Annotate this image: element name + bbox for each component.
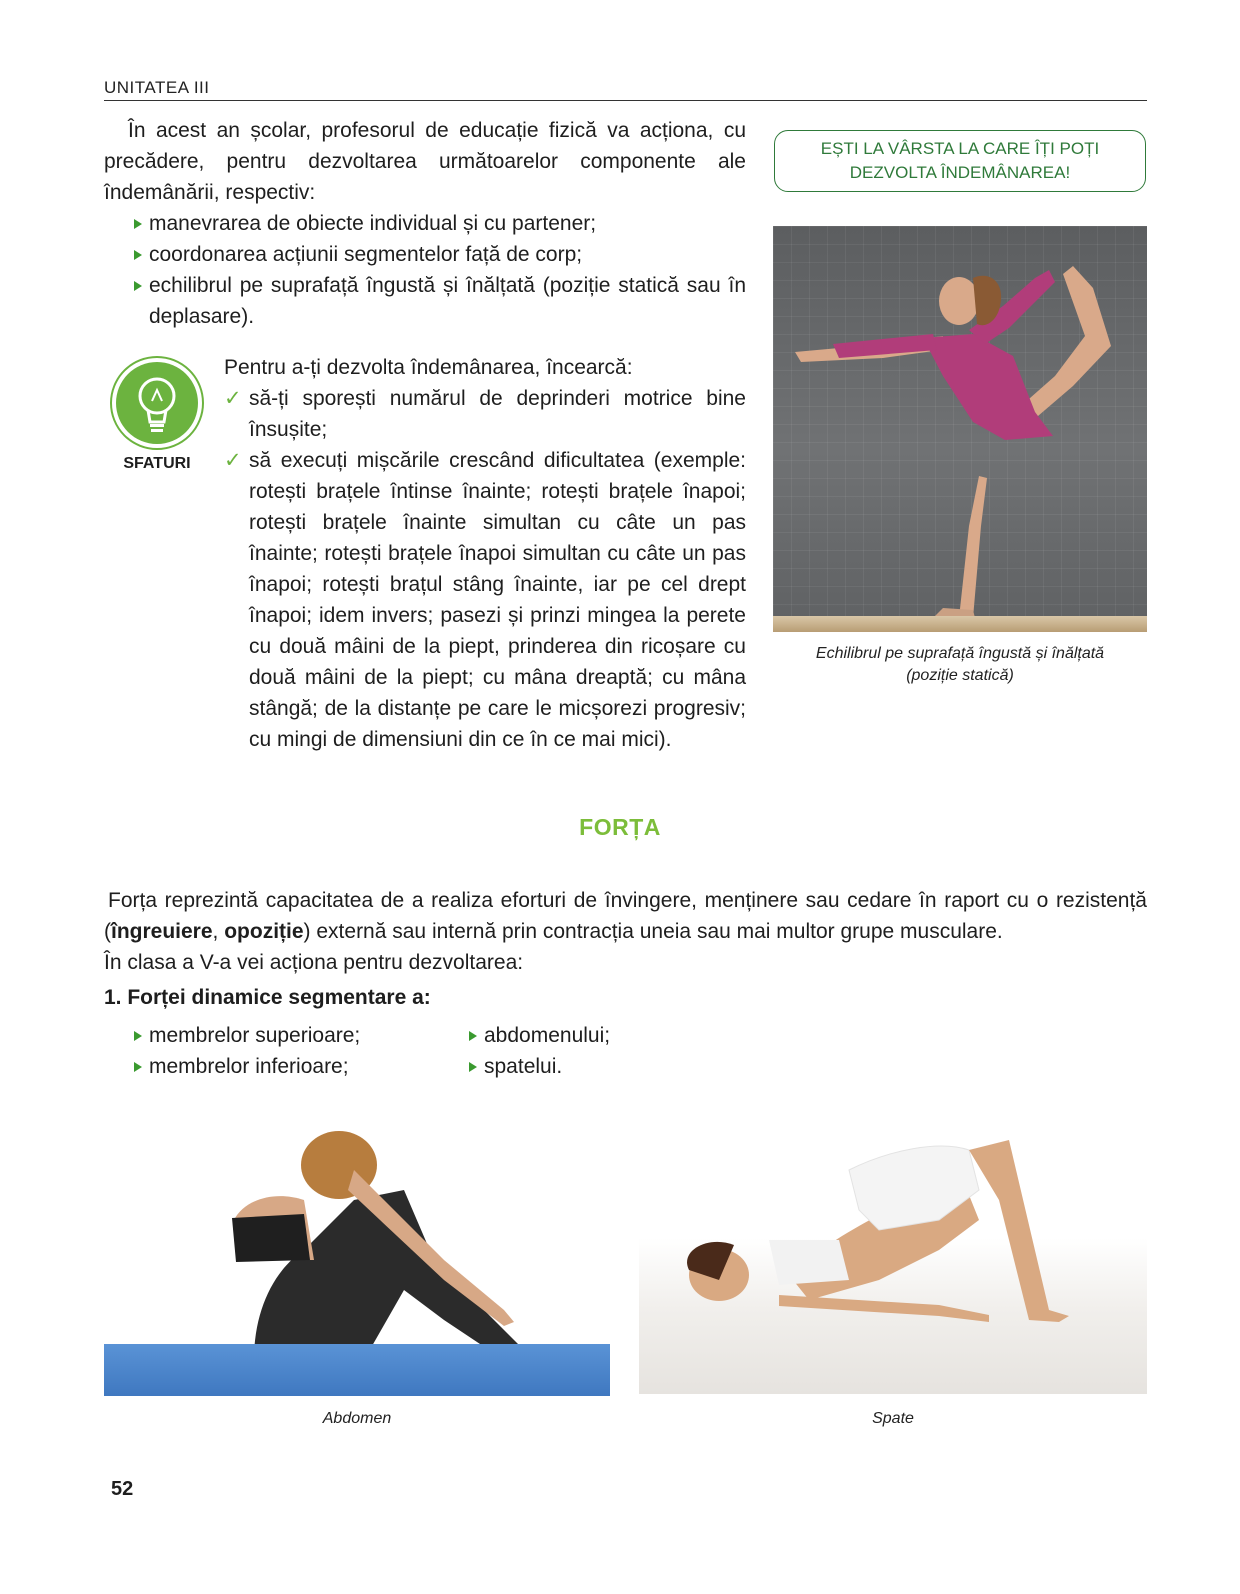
section-title: FORȚA [579,814,661,840]
page-number: 52 [111,1478,134,1500]
list-item: spatelui. [467,1051,610,1082]
header-divider [104,100,1147,101]
back-exercise-photo [639,1110,1147,1394]
list-item: membrelor inferioare; [132,1051,360,1082]
strength-intro: În clasa a V-a vei acționa pentru dezvoltarea: [104,951,524,974]
strength-definition [104,885,1147,947]
list-item: abdomenului; [467,1020,610,1051]
muscle-list-right [439,1020,610,1082]
definition-bold: opoziție [224,920,304,943]
intro-list [104,208,746,332]
list-item: echilibrul pe suprafață îngustă și înălțată (poziție statică sau în deplasare). [132,270,746,332]
definition-text: Forța reprezintă capacitatea de a realiza eforturi de învingere, menținere sau cedare în raport cu o rezistență ( [104,889,1147,943]
muscle-list-left [104,1020,360,1082]
definition-text: ) externă sau internă prin contracția uneia sau mai multor grupe musculare. [303,920,1003,943]
list-item: ✓ să execuți mișcările crescând dificultatea (exemple: rotești brațele întinse înainte; rotești brațele înapoi; rotești brațele înainte simultan cu câte un pas înainte; rotești brațele înapoi simultan cu câte un pas înapoi; rotești brațul stâng înainte, iar pe cel drept înapoi; idem invers; pasezi și prinzi mingea la perete cu două mâini de la piept, prinderea din ricoșare cu două mâini de la piept; cu mâna dreaptă; cu mâna stângă; de la distanțe pe care le micșorezi progresiv; cu mingi de dimensiuni din ce în ce mai mici). [224,445,746,755]
intro-paragraph: În acest an școlar, profesorul de educație fizică va acționa, cu precădere, pentru dezvoltarea următoarelor componente ale îndemânării, respectiv: [104,119,746,204]
tips-lead: Pentru a-ți dezvolta îndemânarea, încearcă: [224,356,633,379]
subheading: 1. Forței dinamice segmentare a: [104,986,431,1009]
caption-line: (poziție statică) [906,667,1014,684]
abdomen-photo-caption: Abdomen [322,1410,392,1427]
abdomen-exercise-photo [104,1110,610,1396]
tips-label: SFATURI [123,455,191,472]
tips-list [224,383,746,755]
tips-block [224,352,746,755]
definition-text: , [212,920,225,943]
unit-label: UNITATEA III [104,78,210,97]
list-item: coordonarea acțiunii segmentelor față de corp; [132,239,746,270]
lightbulb-icon [110,356,204,450]
intro-block [104,115,746,332]
definition-bold: îngreuiere [111,920,213,943]
strength-block [104,885,1147,978]
gymnast-photo-caption [773,643,1147,687]
list-item: ✓ să-ți sporești numărul de deprinderi motrice bine însușite; [224,383,746,445]
back-photo-caption: Spate [872,1410,914,1427]
callout-text: EȘTI LA VÂRSTA LA CARE ÎȚI POȚI DEZVOLTA ÎNDEMÂNAREA! [820,139,1100,182]
callout-box [774,130,1146,192]
caption-line: Echilibrul pe suprafață îngustă și înălțată [815,645,1105,662]
list-item: membrelor superioare; [132,1020,360,1051]
gymnast-balance-photo [773,226,1147,632]
list-item: manevrarea de obiecte individual și cu partener; [132,208,746,239]
